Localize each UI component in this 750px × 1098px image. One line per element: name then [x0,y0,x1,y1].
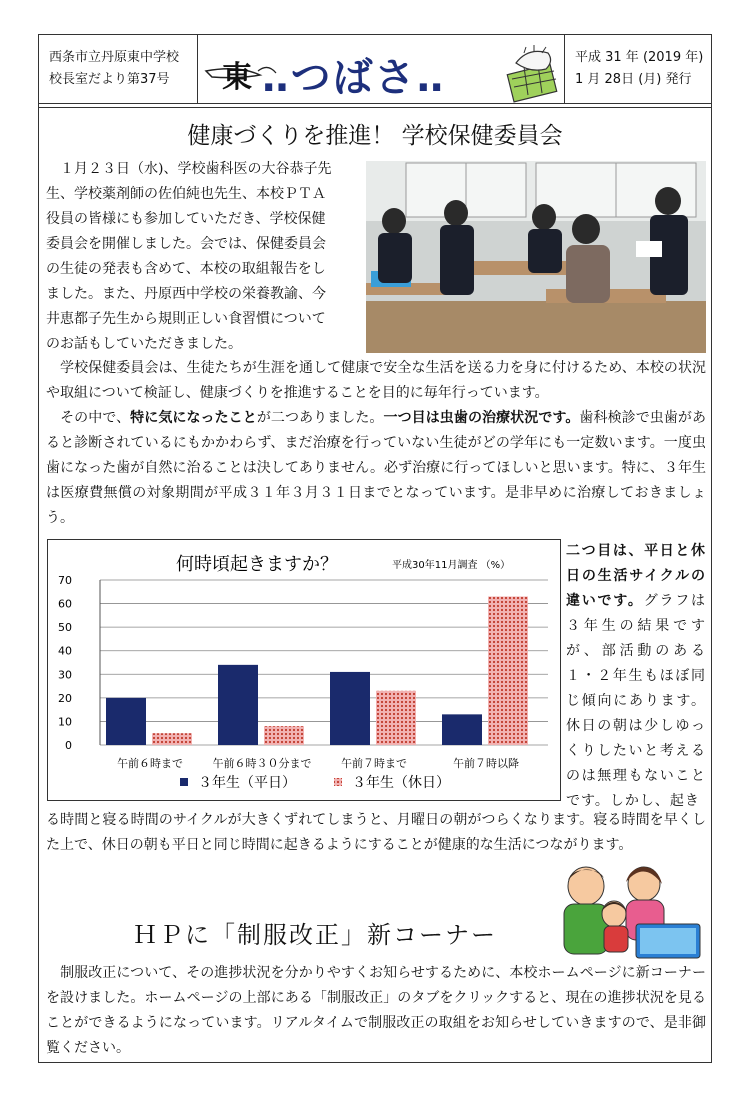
intro-line: １月２３日（水)、学校歯科医の大谷恭子先 [46,161,332,177]
y-tick-label: 40 [58,644,72,658]
header-divider [38,107,712,108]
p3-body: 歯科検診で虫歯があると診断されているにもかかわらず、まだ治療を行っていない生徒がどの学年にも一定数います。一度虫歯になった歯が自然に治ることは決してありません。必ず治療に行ってほしいと思います。特に、３年生は医療費無償の対象期間が平成３１年３月３１日までとなっています。是非早めに治療しておきましょう。 [46,410,707,526]
p3-emphasis-2: 一つ目は虫歯の治療状況です。 [383,410,580,426]
masthead-kanji: 東 [222,60,252,95]
p3-emphasis-1: 特に気になったこと [130,410,257,426]
intro-line: の生徒の発表も含めて、本校の取組報告をし [46,261,326,277]
y-tick-label: 60 [58,597,72,611]
article2-title: ＨＰに「制服改正」新コーナー [133,921,497,949]
masthead-title: ‥つばさ‥ [262,55,446,101]
bar-weekday [106,698,146,745]
y-tick-label: 0 [65,739,72,752]
bar-holiday [152,733,192,745]
intro-line: 委員会を開催しました。会では、保健委員会 [46,236,326,252]
school-name: 西条市立丹原東中学校 [49,50,180,65]
article1-intro [46,157,364,357]
bar-holiday [264,726,304,745]
article1-paragraph2: 学校保健委員会は、生徒たちが生涯を通して健康で安全な生活を送る力を身に付けるため、本校の状況や取組について検証し、健康づくりを推進することを目的に毎年行っています。 [46,360,706,401]
p3-mid: が二つありました。 [256,410,384,426]
header-date-box [564,34,712,104]
bar-holiday [488,597,528,746]
issue-year: 平成 31 年 (2019 年) [575,50,704,65]
y-tick-label: 30 [58,668,72,682]
intro-line: のお話もしていただきました。 [46,336,242,352]
legend-swatch-holiday [334,778,342,786]
x-category-label: 午前６時３０分まで [212,757,312,770]
article1-paragraph3 [46,406,706,531]
chart-subtitle: 平成30年11月調査 （%） [392,560,511,571]
legend-label-weekday: ３年生（平日） [198,775,296,791]
article1-continuation: る時間と寝る時間のサイクルが大きくずれてしまうと、月曜日の朝がつらくなります。寝る時間を早くした上で、休日の朝も平日と同じ時間に起きるようにすることが健康的な生活につながります。 [46,812,706,853]
issue-date: 1 月 28日 (月) 発行 [575,72,692,87]
article2-body: 制服改正について、その進捗状況を分かりやすくお知らせするために、本校ホームページに新コーナーを設けました。ホームページの上部にある「制服改正」のタブをクリックすると、現在の進捗状況を見ることができるようになっています。リアルタイムで制服改正の取組をお知らせしていきますので、是非御覧ください。 [46,965,706,1056]
x-category-label: 午前７時以降 [453,757,519,770]
intro-line: ました。また、丹原西中学校の栄養教諭、今 [46,286,326,302]
bar-weekday [442,714,482,745]
bar-weekday [218,665,258,745]
meeting-photo [366,161,706,353]
y-tick-label: 70 [58,574,72,587]
intro-line: 生、学校薬剤師の佐伯純也先生、本校ＰＴＡ [46,186,326,202]
sidebar-emphasis: 二つ目は、平日と休日の生活サイクルの違いです。 [566,543,706,609]
y-tick-label: 10 [58,715,72,729]
wakeup-chart-svg [48,540,560,800]
sidebar-body: グラフは３年生の結果ですが、部活動のある１・２年生もほぼ同じ傾向にあります。休日の朝は少しゆっくりしたいと考えるのは無理もないことです。しかし、起き [566,593,706,809]
y-tick-label: 50 [58,621,72,635]
family-computer-illustration [556,858,706,962]
intro-line: 井恵都子先生から規則正しい食習慣について [46,311,326,327]
x-category-label: 午前７時まで [341,757,407,770]
issue-number: 校長室だより第37号 [49,72,170,87]
chart-title: 何時頃起きますか？ [176,554,338,575]
legend-swatch-weekday [180,778,188,786]
article1-title: 健康づくりを推進！ 学校保健委員会 [187,123,563,149]
x-category-label: 午前６時まで [117,757,183,770]
p3-lead: その中で、 [46,410,131,426]
bar-holiday [376,691,416,745]
y-tick-label: 20 [58,691,72,705]
wakeup-chart [47,539,561,801]
intro-line: 役員の皆様にも参加していただき、学校保健 [46,211,326,227]
article1-sidebar [566,539,706,814]
legend-label-holiday: ３年生（休日） [352,775,450,791]
bar-weekday [330,672,370,745]
header-school-box [38,34,198,104]
